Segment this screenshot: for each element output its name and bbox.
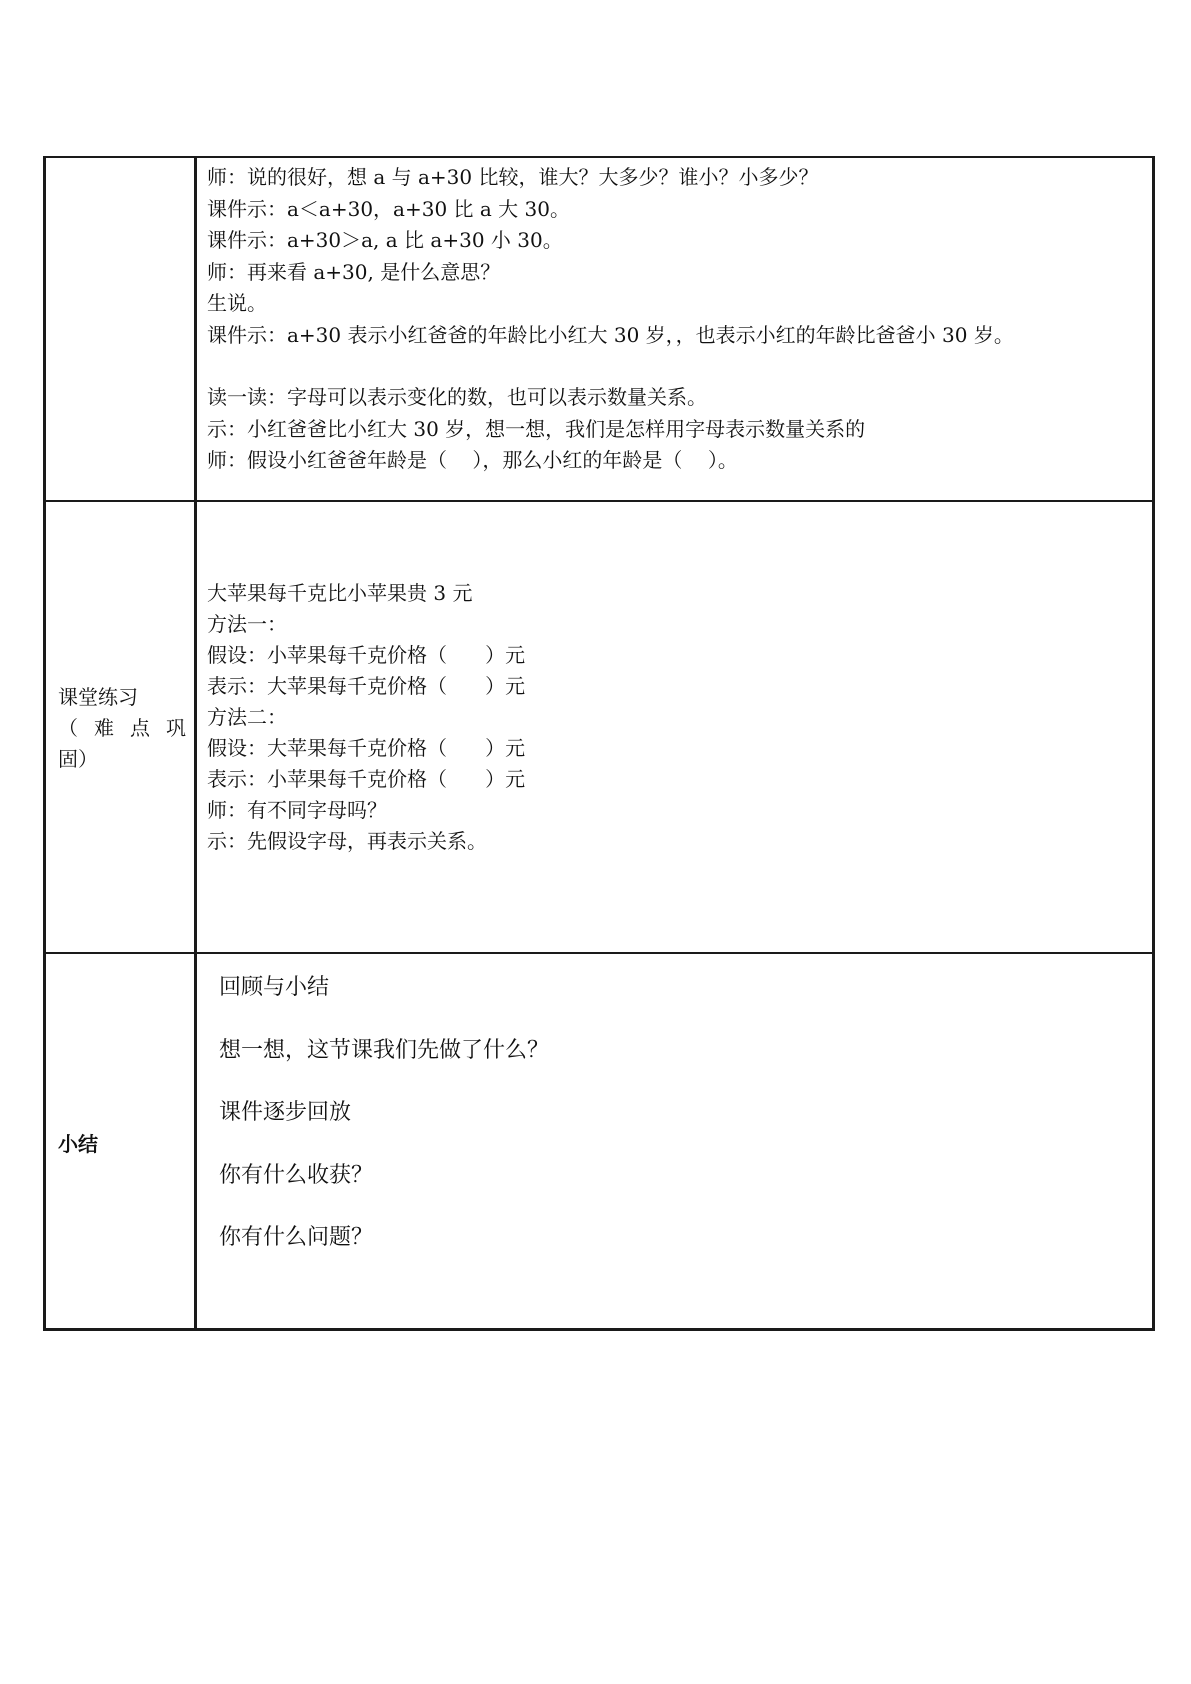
content-line: 师：说的很好，想 a 与 a+30 比较，谁大？大多少？谁小？小多少？	[207, 165, 819, 189]
label-char: 巩	[166, 716, 186, 740]
summary-content	[197, 954, 1152, 1254]
content-line: 假设：小苹果每千克价格（ ）元	[207, 643, 526, 667]
content-line: 示：先假设字母，再表示关系。	[207, 829, 487, 853]
practice-label	[46, 502, 194, 775]
content-line: 方法一：	[207, 612, 287, 636]
content-line: 师：假设小红爸爸年龄是（ ），那么小红的年龄是（ ）。	[207, 448, 738, 472]
summary-line: 课件逐步回放	[219, 1100, 352, 1125]
practice-label-line2	[58, 713, 186, 744]
row-label-cell-empty	[45, 157, 196, 501]
content-line: 生说。	[207, 291, 267, 315]
content-line: 表示：小苹果每千克价格（ ）元	[207, 767, 526, 791]
teaching-content	[197, 158, 1152, 477]
lesson-plan-table	[43, 156, 1155, 1331]
content-line: 大苹果每千克比小苹果贵 3 元	[207, 581, 473, 605]
teaching-content-cell	[196, 157, 1154, 501]
practice-label-line1: 课堂练习	[58, 685, 138, 709]
content-line: 示：小红爸爸比小红大 30 岁，想一想，我们是怎样用字母表示数量关系的	[207, 416, 866, 441]
content-line: 师：有不同字母吗？	[207, 798, 387, 822]
row-label-cell-summary	[45, 953, 196, 1329]
content-line: 师：再来看 a+30, 是什么意思？	[207, 259, 501, 284]
practice-content-cell	[196, 501, 1154, 953]
summary-line: 回顾与小结	[219, 975, 330, 1000]
summary-content-cell	[196, 953, 1154, 1329]
content-line: 假设：大苹果每千克价格（ ）元	[207, 736, 526, 760]
table-row-teaching	[45, 157, 1154, 501]
summary-label: 小结	[58, 1132, 98, 1156]
content-line: 课件示：a＜a+30，a+30 比 a 大 30。	[207, 196, 570, 221]
label-char: （	[58, 716, 78, 740]
content-line: 课件示：a+30＞a, a 比 a+30 小 30。	[207, 228, 563, 252]
label-char: 点	[130, 716, 150, 740]
table-row-summary	[45, 953, 1154, 1329]
summary-line: 想一想，这节课我们先做了什么？	[219, 1037, 550, 1063]
label-char: 难	[94, 716, 114, 740]
row-label-cell-practice	[45, 501, 196, 953]
table-row-practice	[45, 501, 1154, 953]
practice-content	[197, 502, 1152, 857]
content-line: 读一读：字母可以表示变化的数，也可以表示数量关系。	[207, 385, 707, 409]
summary-line: 你有什么问题？	[219, 1225, 374, 1250]
content-line: 方法二：	[207, 705, 287, 729]
content-line: 课件示：a+30 表示小红爸爸的年龄比小红大 30 岁，，也表示小红的年龄比爸爸小 30 岁。	[207, 322, 1014, 347]
blank-line	[207, 351, 1152, 382]
practice-label-line3: 固）	[58, 747, 98, 771]
content-line: 表示：大苹果每千克价格（ ）元	[207, 674, 526, 698]
summary-line: 你有什么收获？	[219, 1162, 374, 1188]
